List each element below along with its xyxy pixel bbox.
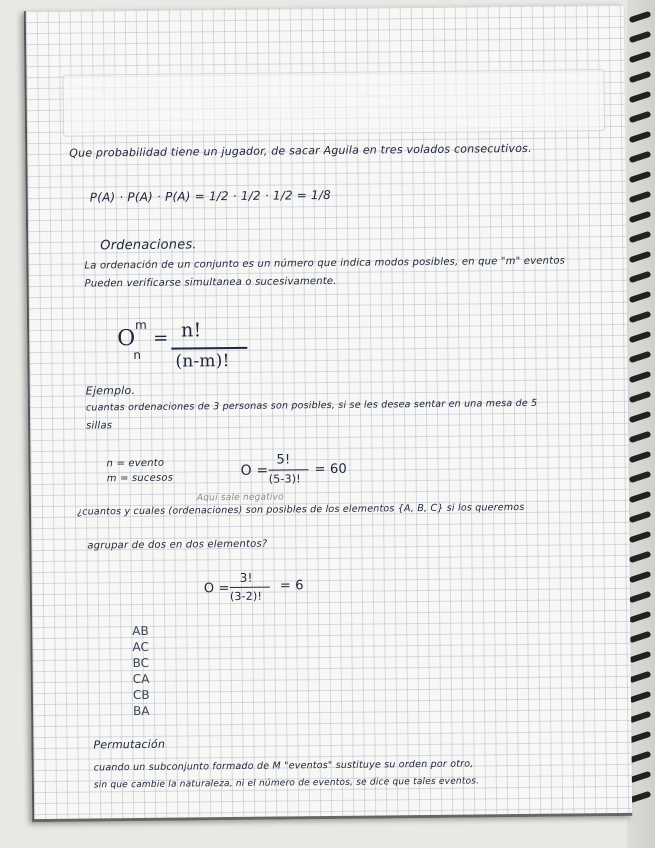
legend-n: n = evento: [106, 457, 165, 470]
q2-formula-result: = 6: [279, 578, 304, 594]
q2-formula-lhs: O =: [203, 581, 230, 597]
list-item: AC: [132, 639, 149, 655]
ring: [629, 391, 652, 404]
ring: [629, 531, 652, 544]
question-1: Que probabilidad tiene un jugador, de sacar Aguila en tres volados consecutivos.: [69, 141, 532, 160]
fraction-bar: [230, 587, 270, 588]
ring: [629, 731, 652, 744]
ring: [629, 411, 652, 424]
ring: [629, 611, 652, 624]
formula-equals: =: [153, 327, 169, 349]
ring: [629, 131, 652, 144]
example-title: Ejemplo.: [85, 384, 136, 398]
ring: [629, 331, 652, 344]
ring: [629, 91, 652, 104]
list-item: AB: [132, 623, 149, 639]
ring: [629, 151, 652, 164]
ring: [629, 231, 652, 244]
ring: [629, 551, 652, 564]
ring: [629, 691, 652, 704]
ring: [629, 591, 652, 604]
ring: [629, 751, 652, 764]
question-2-line-1: ¿cuantos y cuales (ordenaciones) son posibles de los elementos {A, B, C} si los queremos: [76, 501, 525, 518]
ring: [629, 171, 652, 184]
ring: [629, 291, 652, 304]
ring: [629, 571, 652, 584]
notebook-page: [24, 5, 632, 822]
formula-denominator: (n-m)!: [175, 351, 230, 372]
list-item: CB: [132, 687, 150, 703]
ring: [629, 371, 652, 384]
ring: [629, 351, 652, 364]
section-title-permutacion: Permutación: [93, 737, 166, 752]
formula-superscript: m: [134, 317, 148, 333]
formula-numerator: n!: [181, 319, 202, 342]
formula-subscript: n: [133, 347, 142, 363]
ring: [629, 71, 652, 84]
fraction-bar: [269, 469, 309, 470]
list-item: CA: [132, 671, 150, 687]
question-2-line-2: agrupar de dos en dos elementos?: [87, 538, 268, 552]
ring: [629, 491, 652, 504]
ring: [629, 51, 652, 64]
list-item: BC: [132, 655, 150, 671]
pencil-note: Aqui sale negativo: [196, 492, 284, 504]
page-header-box: [62, 69, 605, 137]
definition-line-2: Pueden verificarse simultanea o sucesivamente.: [84, 275, 337, 290]
ring: [629, 471, 652, 484]
q2-formula-denominator: (3-2)!: [229, 589, 263, 604]
ring: [629, 11, 652, 24]
permutation-line-1: cuando un subconjunto formado de M "eventos" sustituye su orden por otro,: [93, 758, 474, 774]
section-title-ordenaciones: Ordenaciones.: [100, 237, 197, 254]
ring: [629, 211, 652, 224]
example-formula-result: = 60: [314, 461, 348, 478]
definition-line-1: La ordenación de un conjunto es un número que indica modos posibles, en que "m" eventos: [84, 255, 566, 272]
ring: [629, 431, 652, 444]
list-item: BA: [133, 703, 150, 719]
permutation-line-2: sin que cambie la naturaleza, ni el número de eventos, se dice que tales eventos.: [93, 776, 480, 791]
ring: [629, 771, 652, 784]
example-line-2: sillas: [86, 420, 113, 432]
ring: [629, 511, 652, 524]
ring: [629, 671, 652, 684]
example-line-1: cuantas ordenaciones de 3 personas son posibles, si se les desea sentar en una mesa de 5: [85, 397, 538, 414]
ring: [629, 711, 652, 724]
ring: [629, 451, 652, 464]
ring: [629, 311, 652, 324]
ring: [629, 651, 652, 664]
legend-m: m = sucesos: [106, 472, 174, 485]
example-formula-denominator: (5-3)!: [268, 472, 301, 486]
fraction-bar: [171, 347, 247, 349]
ring: [629, 631, 652, 644]
ring: [629, 111, 652, 124]
formula-probability: P(A) · P(A) · P(A) = 1/2 · 1/2 · 1/2 = 1/8: [89, 187, 332, 205]
example-formula-numerator: 5!: [276, 452, 291, 468]
ring: [629, 31, 652, 44]
formula-symbol-O: O: [117, 326, 136, 352]
q2-formula-numerator: 3!: [239, 570, 253, 585]
ring: [629, 191, 652, 204]
example-formula-lhs: O =: [240, 462, 269, 479]
ring: [629, 251, 652, 264]
ring: [629, 271, 652, 284]
